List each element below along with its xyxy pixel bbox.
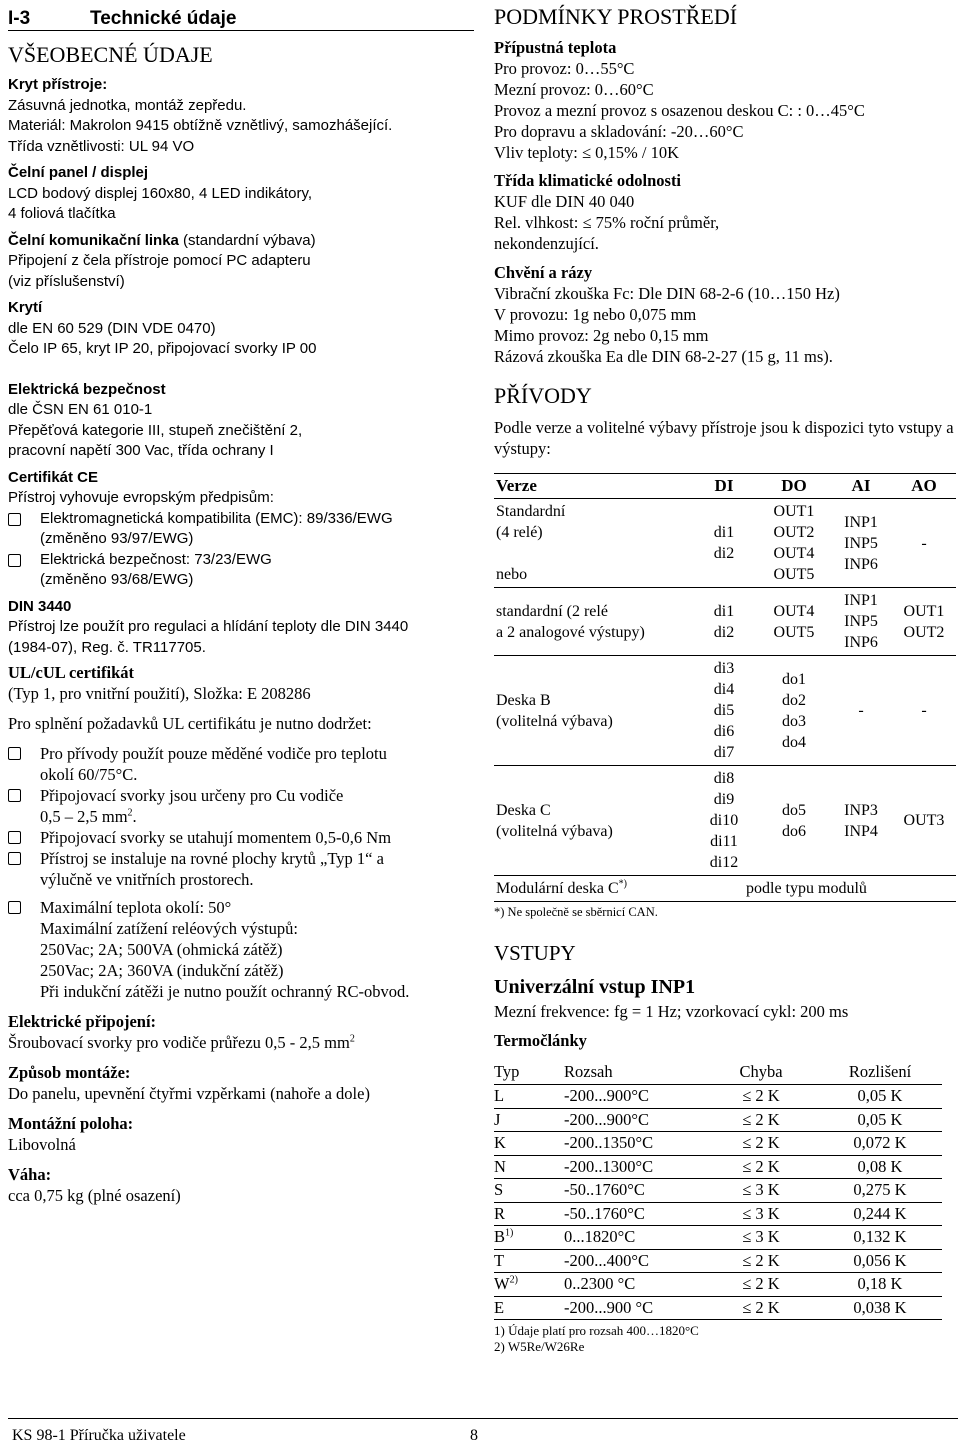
table-cell: OUT4 OUT5 xyxy=(758,588,830,656)
page-number: 8 xyxy=(470,1427,478,1444)
elconn-title: Elektrické připojení: xyxy=(8,1012,157,1031)
mount-line: Do panelu, upevnění čtyřmi vzpěrkami (nahoře a dole) xyxy=(8,1084,370,1103)
table-cell: ≤ 3 K xyxy=(704,1226,818,1250)
superscript: 1) xyxy=(505,1227,514,1239)
table-row xyxy=(494,1202,942,1226)
protection-line: dle EN 60 529 (DIN VDE 0470) xyxy=(8,319,216,337)
table-cell xyxy=(494,1226,564,1250)
table-cell: -50..1760°C xyxy=(564,1202,704,1226)
checkbox-icon xyxy=(8,831,21,844)
table-cell: -50..1760°C xyxy=(564,1179,704,1203)
vib-line: Vibrační zkouška Fc: Dle DIN 68-2-6 (10…150 Hz) xyxy=(494,284,840,303)
section-housing xyxy=(8,75,474,157)
mount-title: Způsob montáže: xyxy=(8,1063,131,1082)
elconn-line: Šroubovací svorky pro vodiče průřezu 0,5 - 2,5 mm xyxy=(8,1033,350,1052)
column-header: Verze xyxy=(494,474,690,499)
climate-line: KUF dle DIN 40 040 xyxy=(494,192,635,211)
panel-title: Čelní panel / displej xyxy=(8,164,149,181)
temp-line: Vliv teploty: ≤ 0,15% / 10K xyxy=(494,143,680,162)
environment-heading: PODMÍNKY PROSTŘEDÍ xyxy=(494,4,738,29)
table-cell: -200...400°C xyxy=(564,1249,704,1273)
table-cell: INP3 INP4 xyxy=(830,766,892,876)
chapter-header xyxy=(8,0,474,31)
link-line: Připojení z čela přístroje pomocí PC adapteru xyxy=(8,252,311,269)
protection-line: Čelo IP 65, kryt IP 20, připojovací svorky IP 00 xyxy=(8,340,317,357)
table-cell xyxy=(494,876,690,902)
table-cell: ≤ 2 K xyxy=(704,1273,818,1297)
right-column xyxy=(494,0,956,1355)
din-line: (1984-07), Reg. č. TR117705. xyxy=(8,638,206,656)
weight-line: cca 0,75 kg (plné osazení) xyxy=(8,1186,181,1205)
section-din xyxy=(8,597,474,659)
din-line: Přístroj lze použít pro regulaci a hlídání teploty dle DIN 3440 xyxy=(8,618,409,635)
table-cell: OUT1 OUT2 xyxy=(892,588,956,656)
table-row xyxy=(494,1085,942,1109)
link-title-rest: (standardní výbava) xyxy=(178,231,316,249)
left-column xyxy=(8,0,474,1206)
vstupy-heading: VSTUPY xyxy=(494,941,576,965)
ul-item-line: 250Vac; 2A; 500VA (ohmická zátěž) xyxy=(40,940,283,959)
tc-type: T xyxy=(494,1250,505,1270)
section-protection xyxy=(8,298,474,360)
table-cell: INP1 INP5 INP6 xyxy=(830,588,892,656)
ul-title: UL/cUL certifikát xyxy=(8,663,135,682)
table-cell: ≤ 2 K xyxy=(704,1085,818,1109)
ce-item-line: Elektromagnetická kompatibilita (EMC): 89/336/EWG xyxy=(40,509,393,527)
temp-line: Mezní provoz: 0…60°C xyxy=(494,80,654,99)
section-mounting xyxy=(8,1062,474,1104)
table-cell: 0,072 K xyxy=(818,1132,942,1156)
inputs-intro: Podle verze a volitelné výbavy přístroje jsou k dispozici tyto vstupy a výstupy: xyxy=(494,418,954,458)
table-row xyxy=(494,1155,942,1179)
tc-type: W xyxy=(494,1274,510,1293)
table-cell: 0,038 K xyxy=(818,1296,942,1320)
ul-item-line: Připojovací svorky jsou určeny pro Cu vodiče xyxy=(40,786,344,805)
superscript: 2) xyxy=(509,1274,518,1286)
table-cell xyxy=(494,1179,564,1203)
section-vibration xyxy=(494,262,956,367)
protection-title: Krytí xyxy=(8,299,43,316)
superscript: 2 xyxy=(127,807,133,819)
pos-title: Montážní poloha: xyxy=(8,1114,134,1133)
table-cell: 0..2300 °C xyxy=(564,1273,704,1297)
section-electrical-safety xyxy=(8,380,474,462)
column-header: Rozsah xyxy=(564,1061,704,1085)
thermocouple-heading: Termočlánky xyxy=(494,1031,587,1050)
vib-title: Chvění a rázy xyxy=(494,263,593,282)
table-cell: 0,05 K xyxy=(818,1085,942,1109)
tc-type: L xyxy=(494,1086,505,1105)
link-line: (viz příslušenství) xyxy=(8,272,125,290)
page-footer xyxy=(8,1418,958,1444)
table-cell: - xyxy=(921,534,927,552)
ul-item-line: Při indukční zátěži je nutno použít ochranný RC-obvod. xyxy=(40,982,410,1001)
table-cell: ≤ 2 K xyxy=(704,1155,818,1179)
table-cell: Deska C (volitelná výbava) xyxy=(494,766,690,876)
panel-line: LCD bodový displej 160x80, 4 LED indikátory, xyxy=(8,184,313,202)
section-front-panel xyxy=(8,163,474,225)
ul-item-line: výlučně ve vnitřních prostorech. xyxy=(40,870,254,889)
ul-item xyxy=(8,848,474,890)
housing-title: Kryt přístroje: xyxy=(8,76,108,93)
table-row xyxy=(494,1249,942,1273)
housing-line: Materiál: Makrolon 9415 obtížně vznětlivý, samozhášející. xyxy=(8,117,393,134)
table-cell: 0,132 K xyxy=(818,1226,942,1250)
table-cell: ≤ 3 K xyxy=(704,1179,818,1203)
checkbox-icon xyxy=(8,901,21,914)
column-header: AO xyxy=(892,474,956,499)
ul-item xyxy=(8,785,474,827)
temp-line: Provoz a mezní provoz s osazenou deskou C: : 0…45°C xyxy=(494,101,865,120)
ce-title: Certifikát CE xyxy=(8,468,99,486)
checkbox-icon xyxy=(8,747,21,760)
table-cell: di1 di2 xyxy=(713,524,735,562)
temp-title: Přípustná teplota xyxy=(494,38,617,57)
din-title: DIN 3440 xyxy=(8,597,72,615)
chapter-title: Technické údaje xyxy=(90,8,237,29)
ul-item-line: Maximální zatížení reléových výstupů: xyxy=(40,919,298,938)
tc-type: K xyxy=(494,1133,506,1152)
ce-item-line: Elektrická bezpečnost: 73/23/EWG xyxy=(40,550,272,568)
footer-doc: KS 98-1 Příručka uživatele xyxy=(12,1427,186,1444)
vib-line: Rázová zkouška Ea dle DIN 68-2-27 (15 g, 11 ms). xyxy=(494,347,833,366)
ce-item xyxy=(8,550,474,591)
table-cell: 0...1820°C xyxy=(564,1226,704,1250)
tc-type: R xyxy=(494,1203,506,1223)
ul-item-line: okolí 60/75°C. xyxy=(40,765,138,784)
thermocouple-table xyxy=(494,1061,942,1320)
inputs-heading: PŘÍVODY xyxy=(494,383,592,408)
ul-intro: Pro splnění požadavků UL certifikátu je nutno dodržet: xyxy=(8,714,372,733)
modular-label: Modulární deska C xyxy=(496,880,619,897)
table-cell: -200...900°C xyxy=(564,1085,704,1109)
table-cell: - xyxy=(892,656,956,766)
table-cell xyxy=(494,1132,564,1156)
column-header: Typ xyxy=(494,1061,564,1085)
table-cell: INP1 INP5 INP6 xyxy=(844,513,878,573)
table-cell: do1 do2 do3 do4 xyxy=(758,656,830,766)
checkbox-icon xyxy=(8,554,21,567)
table-cell: OUT3 xyxy=(892,766,956,876)
table-cell: -200..1350°C xyxy=(564,1132,704,1156)
ul-item-line: . xyxy=(132,807,137,826)
ul-item-line: 250Vac; 2A; 360VA (indukční zátěž) xyxy=(40,961,284,980)
weight-title: Váha: xyxy=(8,1165,52,1184)
table-cell xyxy=(494,1108,564,1132)
table-cell: -200..1300°C xyxy=(564,1155,704,1179)
versions-table xyxy=(494,473,956,902)
table-cell: standardní (2 relé a 2 analogové výstupy) xyxy=(494,588,690,656)
ce-item-line: (změněno 93/97/EWG) xyxy=(40,530,194,547)
link-title: Čelní komunikační linka xyxy=(8,231,179,249)
ul-item-line: Pro přívody použít pouze měděné vodiče pro teplotu xyxy=(40,744,387,763)
ul-item-line: Připojovací svorky se utahují momentem 0,5-0,6 Nm xyxy=(40,828,392,847)
table-row xyxy=(494,1132,942,1156)
table-row xyxy=(494,766,956,876)
ul-item-line: Maximální teplota okolí: 50° xyxy=(40,898,232,917)
climate-line: nekondenzující. xyxy=(494,234,599,253)
tc-note: 2) W5Re/W26Re xyxy=(494,1339,585,1354)
table-cell xyxy=(494,1296,564,1320)
ul-line: (Typ 1, pro vnitřní použití), Složka: E 208286 xyxy=(8,684,311,703)
table-row xyxy=(494,1273,942,1297)
tc-type: S xyxy=(494,1180,504,1199)
table-row xyxy=(494,1179,942,1203)
table-row xyxy=(494,876,956,902)
table-row xyxy=(494,1296,942,1320)
tc-note: 1) Údaje platí pro rozsah 400…1820°C xyxy=(494,1323,699,1338)
section-climate xyxy=(494,170,956,254)
ul-item-line: Přístroj se instaluje na rovné plochy krytů „Typ 1“ a xyxy=(40,849,384,868)
table-cell: - xyxy=(830,656,892,766)
table-cell: Standardní (4 relé) nebo xyxy=(496,503,566,583)
table-cell: 0,275 K xyxy=(818,1179,942,1203)
tc-type: J xyxy=(494,1109,501,1129)
table-cell: OUT1 OUT2 OUT4 OUT5 xyxy=(773,503,815,583)
pos-line: Libovolná xyxy=(8,1135,76,1154)
versions-footnote: *) Ne společně se sběrnicí CAN. xyxy=(494,905,658,919)
table-cell xyxy=(494,1249,564,1273)
column-header: AI xyxy=(830,474,892,499)
general-heading: VŠEOBECNÉ ÚDAJE xyxy=(8,42,213,67)
table-row xyxy=(494,656,956,766)
safety-line: pracovní napětí 300 Vac, třída ochrany I xyxy=(8,442,274,459)
checkbox-icon xyxy=(8,852,21,865)
inp1-heading: Univerzální vstup INP1 xyxy=(494,976,696,998)
section-weight xyxy=(8,1164,474,1206)
section-ce xyxy=(8,468,474,591)
table-cell: ≤ 2 K xyxy=(704,1249,818,1273)
table-cell: -200...900 °C xyxy=(564,1296,704,1320)
table-cell: di3 di4 di5 di6 di7 xyxy=(690,656,758,766)
column-header: DI xyxy=(690,474,758,499)
table-cell: 0,08 K xyxy=(818,1155,942,1179)
table-row xyxy=(494,1108,942,1132)
ul-item xyxy=(8,897,474,1002)
table-cell: Deska B (volitelná výbava) xyxy=(494,656,690,766)
safety-line: dle ČSN EN 61 010-1 xyxy=(8,401,153,418)
climate-line: Rel. vlhkost: ≤ 75% roční průměr, xyxy=(494,213,720,232)
column-header: DO xyxy=(758,474,830,499)
table-cell: ≤ 2 K xyxy=(704,1296,818,1320)
tc-type: B xyxy=(494,1227,506,1246)
safety-title: Elektrická bezpečnost xyxy=(8,380,166,398)
table-cell: ≤ 2 K xyxy=(704,1108,818,1132)
thermocouple-header-row xyxy=(494,1061,942,1085)
checkbox-icon xyxy=(8,513,21,526)
section-position xyxy=(8,1113,474,1155)
tc-type: N xyxy=(494,1156,506,1176)
section-ul xyxy=(8,662,474,1002)
table-cell: 0,05 K xyxy=(818,1108,942,1132)
superscript: 2 xyxy=(349,1033,355,1045)
table-cell: di1 di2 xyxy=(690,588,758,656)
vib-line: Mimo provoz: 2g nebo 0,15 mm xyxy=(494,326,709,345)
housing-line: Třída vznětlivosti: UL 94 VO xyxy=(8,137,195,155)
housing-line: Zásuvná jednotka, montáž zepředu. xyxy=(8,96,247,114)
table-cell: di8 di9 di10 di11 di12 xyxy=(690,766,758,876)
ul-item xyxy=(8,743,474,785)
table-row xyxy=(494,499,956,588)
table-cell: ≤ 2 K xyxy=(704,1132,818,1156)
table-cell: 0,244 K xyxy=(818,1202,942,1226)
table-cell xyxy=(494,1273,564,1297)
table-cell: podle typu modulů xyxy=(690,876,956,902)
temp-line: Pro provoz: 0…55°C xyxy=(494,59,635,78)
temp-line: Pro dopravu a skladování: -20…60°C xyxy=(494,122,744,141)
ce-item xyxy=(8,509,474,550)
table-cell: do5 do6 xyxy=(758,766,830,876)
ce-item-line: (změněno 93/68/EWG) xyxy=(40,571,194,588)
section-temperature xyxy=(494,37,956,163)
section-electrical-connection xyxy=(8,1011,474,1053)
section-front-link xyxy=(8,231,474,293)
table-cell xyxy=(494,1085,564,1109)
table-cell xyxy=(494,1155,564,1179)
superscript: *) xyxy=(618,878,627,890)
column-header: Rozlišení xyxy=(818,1061,942,1085)
table-row xyxy=(494,1226,942,1250)
column-header: Chyba xyxy=(704,1061,818,1085)
inp1-line: Mezní frekvence: fg = 1 Hz; vzorkovací cykl: 200 ms xyxy=(494,1002,849,1021)
table-cell: -200...900°C xyxy=(564,1108,704,1132)
panel-line: 4 foliová tlačítka xyxy=(8,205,116,222)
ul-item xyxy=(8,827,474,848)
safety-line: Přepěťová kategorie III, stupeň znečištění 2, xyxy=(8,421,303,439)
table-cell: 0,18 K xyxy=(818,1273,942,1297)
versions-header-row xyxy=(494,474,956,499)
vib-line: V provozu: 1g nebo 0,075 mm xyxy=(494,305,697,324)
tc-type: E xyxy=(494,1297,505,1317)
ce-intro: Přístroj vyhovuje evropským předpisům: xyxy=(8,489,274,506)
table-cell: 0,056 K xyxy=(818,1249,942,1273)
chapter-number: I-3 xyxy=(8,8,31,29)
climate-title: Třída klimatické odolnosti xyxy=(494,171,682,190)
ul-item-line: 0,5 – 2,5 mm xyxy=(40,807,128,826)
table-row xyxy=(494,588,956,656)
checkbox-icon xyxy=(8,789,21,802)
table-cell: ≤ 3 K xyxy=(704,1202,818,1226)
table-cell xyxy=(494,1202,564,1226)
